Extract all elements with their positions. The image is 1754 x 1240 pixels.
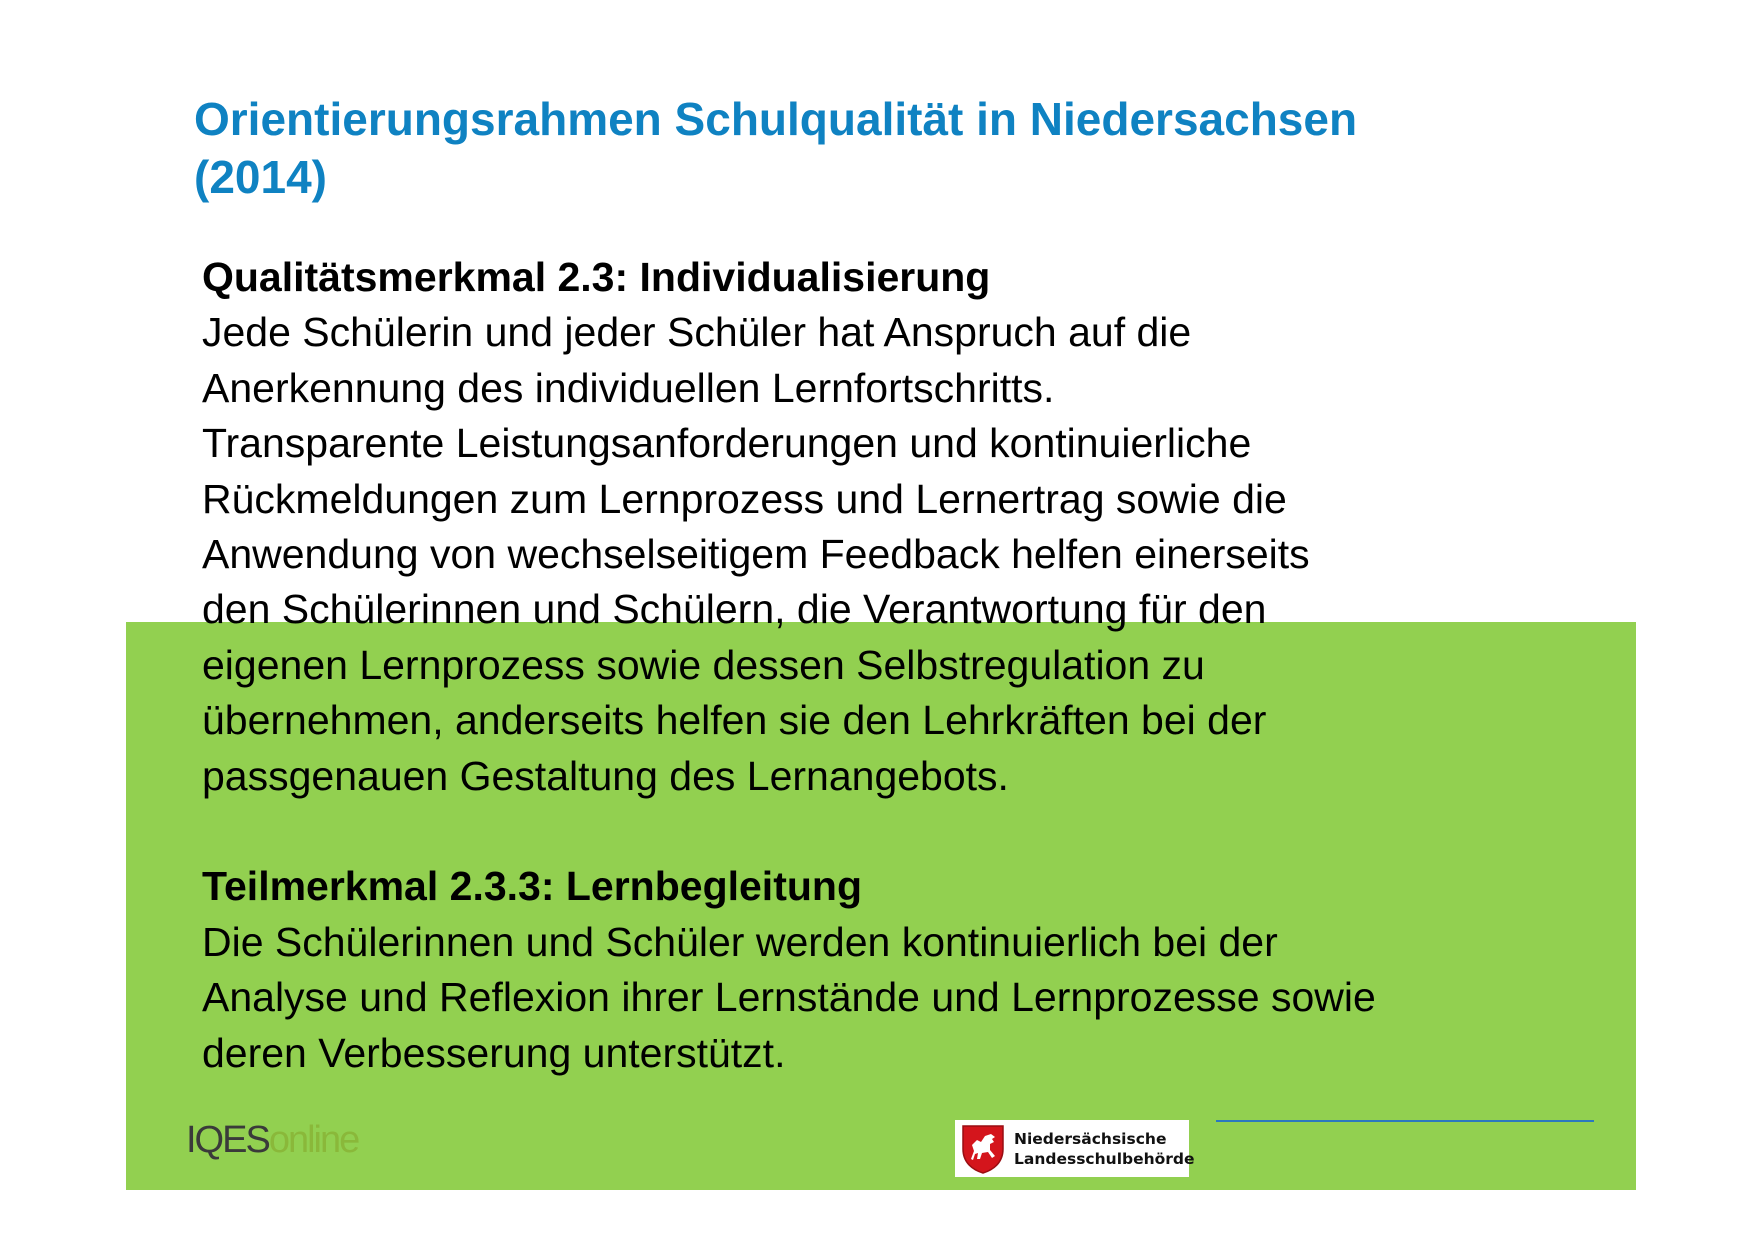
footer-divider-line <box>1216 1120 1594 1122</box>
section-1-line: übernehmen, anderseits helfen sie den Lehrkräften bei der <box>202 697 1267 744</box>
landesschulbehoerde-logo <box>955 1120 1195 1177</box>
paragraph-gap <box>202 804 1642 859</box>
section-1-line: Anwendung von wechselseitigem Feedback helfen einerseits <box>202 531 1310 578</box>
authority-name <box>1014 1129 1195 1169</box>
authority-name-line-1: Niedersächsische <box>1014 1129 1167 1148</box>
lower-saxony-horse-crest-icon <box>960 1123 1006 1175</box>
iqes-logo-part-2: online <box>268 1119 359 1161</box>
section-1-line: Transparente Leistungsanforderungen und kontinuierliche <box>202 420 1252 467</box>
iqes-online-logo <box>186 1118 358 1162</box>
authority-name-line-2: Landesschulbehörde <box>1014 1149 1195 1168</box>
section-2-heading: Teilmerkmal 2.3.3: Lernbegleitung <box>202 863 862 910</box>
slide-title-line-2: (2014) <box>194 151 327 203</box>
section-1-line: den Schülerinnen und Schülern, die Verantwortung für den <box>202 586 1267 633</box>
slide-title <box>194 90 1594 206</box>
section-1-line: passgenauen Gestaltung des Lernangebots. <box>202 752 1009 799</box>
section-1-line: Anerkennung des individuellen Lernfortschritts. <box>202 364 1055 411</box>
section-1-line: eigenen Lernprozess sowie dessen Selbstregulation zu <box>202 641 1205 688</box>
section-1-line: Rückmeldungen zum Lernprozess und Lernertrag sowie die <box>202 475 1287 522</box>
section-1-line: Jede Schülerin und jeder Schüler hat Anspruch auf die <box>202 309 1192 356</box>
section-1-heading: Qualitätsmerkmal 2.3: Individualisierung <box>202 254 991 300</box>
iqes-logo-part-1: IQES <box>186 1119 269 1161</box>
section-2-line: deren Verbesserung unterstützt. <box>202 1029 786 1076</box>
slide-title-line-1: Orientierungsrahmen Schulqualität in Niedersachsen <box>194 93 1358 145</box>
slide-body <box>202 250 1642 1081</box>
section-2-line: Die Schülerinnen und Schüler werden kontinuierlich bei der <box>202 918 1278 965</box>
section-2-line: Analyse und Reflexion ihrer Lernstände und Lernprozesse sowie <box>202 974 1376 1021</box>
